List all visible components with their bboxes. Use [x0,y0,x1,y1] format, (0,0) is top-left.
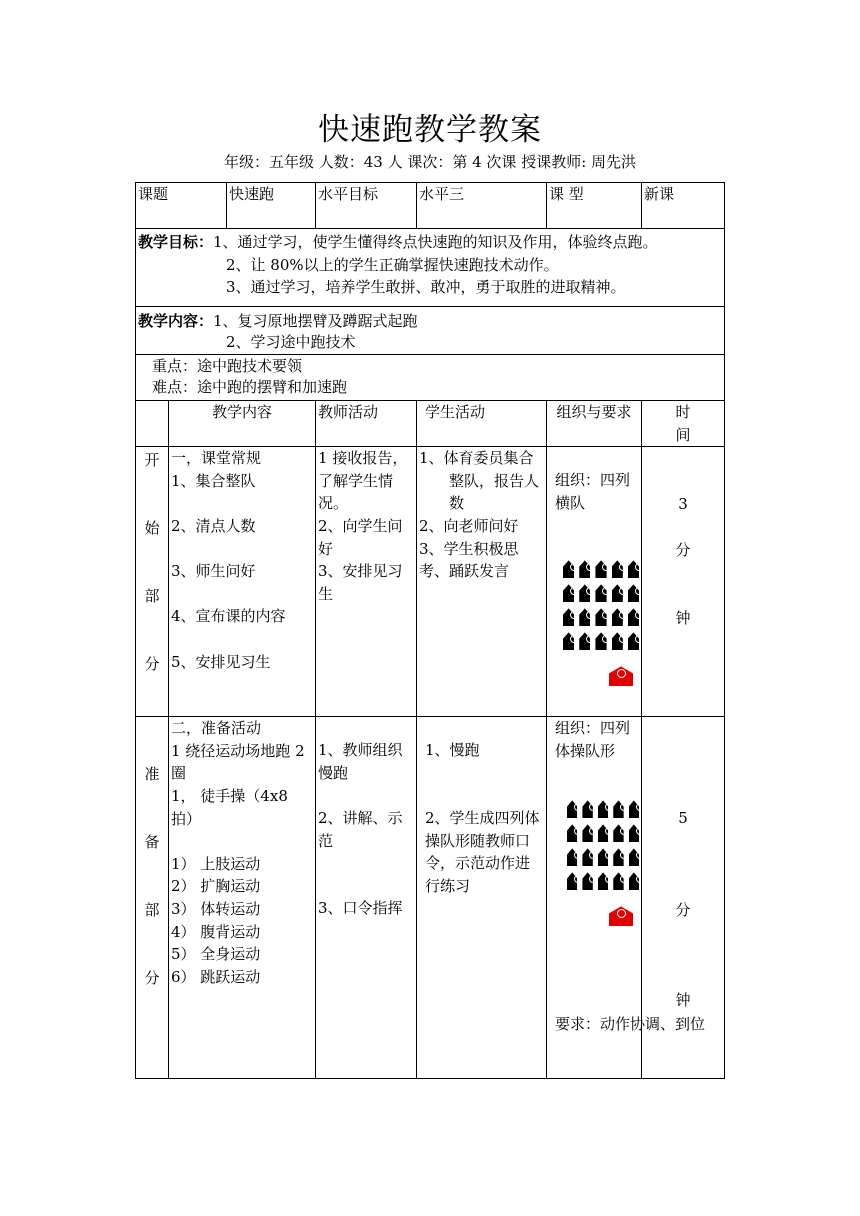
student-icon [628,632,639,650]
focus-row [136,355,725,401]
warmup-requirement: 要求：动作协调、到位 [555,1015,706,1034]
teacher-icon [609,666,633,686]
student-icon [629,848,639,866]
start-org-title: 组织：四列横队 [555,471,631,512]
col-student: 学生活动 [417,401,547,447]
student-icon [598,872,608,890]
part-label-warmup: 准 备 部 分 [136,717,169,1079]
student-icon [613,824,623,842]
section-start [136,447,725,717]
student-icon [629,824,639,842]
student-icon [612,632,623,650]
horizontal-formation [563,560,639,686]
col-teacher: 教师活动 [316,401,417,447]
student-icon [563,560,574,578]
student-icon [595,584,606,602]
warmup-time: 5 分 钟 [642,717,725,1079]
student-icon [629,872,639,890]
topic-value: 快速跑 [227,183,316,229]
student-icon [613,848,623,866]
header-row [136,183,725,229]
student-icon [612,584,623,602]
col-time: 时 间 [642,401,725,447]
key-point: 重点：途中跑技术要领 [152,357,303,375]
warmup-org-title: 组织：四列体操队形 [555,719,631,760]
student-icon [598,848,608,866]
type-label: 课 型 [547,183,642,229]
content-item-1: 1、复习原地摆臂及蹲踞式起跑 [213,312,418,330]
student-icon [579,560,590,578]
student-icon [563,608,574,626]
warmup-content: 二，准备活动 1 绕径运动场地跑 2 圈 1， 徒手操（4x8 拍） 1） 上肢运动 2） 扩胸运动 3） 体转运动 4） 腹背运动 5） 全身运动 6） 跳跃运动 [169,717,316,1079]
student-icon [582,800,592,818]
start-teacher: 1 接收报告，了解学生情况。 2、向学生问好 3、安排见习生 [316,447,417,717]
student-icon [582,824,592,842]
exercise-formation [567,800,639,926]
column-header-row [136,401,725,447]
student-icon [582,848,592,866]
student-icon [595,632,606,650]
warmup-student: 1、慢跑 2、学生成四列体操队形随教师口令，示范动作进行练习 [417,717,547,1079]
lesson-info: 年级：五年级 人数：43 人 课次：第 4 次课 授课教师: 周先洪 [223,153,637,171]
student-icon [628,608,639,626]
level-label: 水平目标 [316,183,417,229]
objective-1: 1、通过学习，使学生懂得终点快速跑的知识及作用，体验终点跑。 [213,233,658,251]
student-icon [598,800,608,818]
col-organization: 组织与要求 [547,401,642,447]
student-icon [567,800,577,818]
content-row [136,307,725,355]
content-item-2: 2、学习途中跑技术 [226,333,356,351]
student-icon [598,824,608,842]
student-icon [613,800,623,818]
student-icon [563,632,574,650]
student-icon [567,872,577,890]
objectives-label: 教学目标： [138,233,214,251]
col-content: 教学内容 [169,401,316,447]
topic-label: 课题 [136,183,227,229]
student-icon [579,632,590,650]
warmup-teacher: 1、教师组织慢跑 2、讲解、示范 3、口令指挥 [316,717,417,1079]
section-warmup [136,717,725,1079]
type-value: 新课 [642,183,725,229]
student-icon [613,872,623,890]
difficulty: 难点：途中跑的摆臂和加速跑 [152,378,348,396]
objectives-row [136,229,725,307]
student-icon [579,608,590,626]
student-icon [595,560,606,578]
student-icon [567,848,577,866]
student-icon [595,608,606,626]
student-icon [628,584,639,602]
student-icon [629,800,639,818]
student-icon [628,560,639,578]
level-value: 水平三 [417,183,547,229]
student-icon [563,584,574,602]
part-label-start: 开 始 部 分 [136,447,169,717]
document-title: 快速跑教学教案 [318,112,542,148]
content-label: 教学内容： [138,312,214,330]
student-icon [582,872,592,890]
objective-2: 2、让 80%以上的学生正确掌握快速跑技术动作。 [226,255,559,274]
start-student: 1、体育委员集合整队，报告人数 2、向老师问好 3、学生积极思考、踊跃发言 [417,447,547,717]
lesson-plan-table [135,182,725,1079]
student-icon [612,608,623,626]
teacher-icon [609,906,633,926]
start-content: 一，课堂常规 1、集合整队 2、清点人数 3、师生问好 4、宣布课的内容 5、安排见习生 [169,447,316,717]
start-time: 3 分 钟 [642,447,725,717]
start-organization [547,447,642,717]
objective-3: 3、通过学习，培养学生敢拼、敢冲，勇于取胜的进取精神。 [226,278,626,297]
student-icon [579,584,590,602]
student-icon [612,560,623,578]
student-icon [567,824,577,842]
